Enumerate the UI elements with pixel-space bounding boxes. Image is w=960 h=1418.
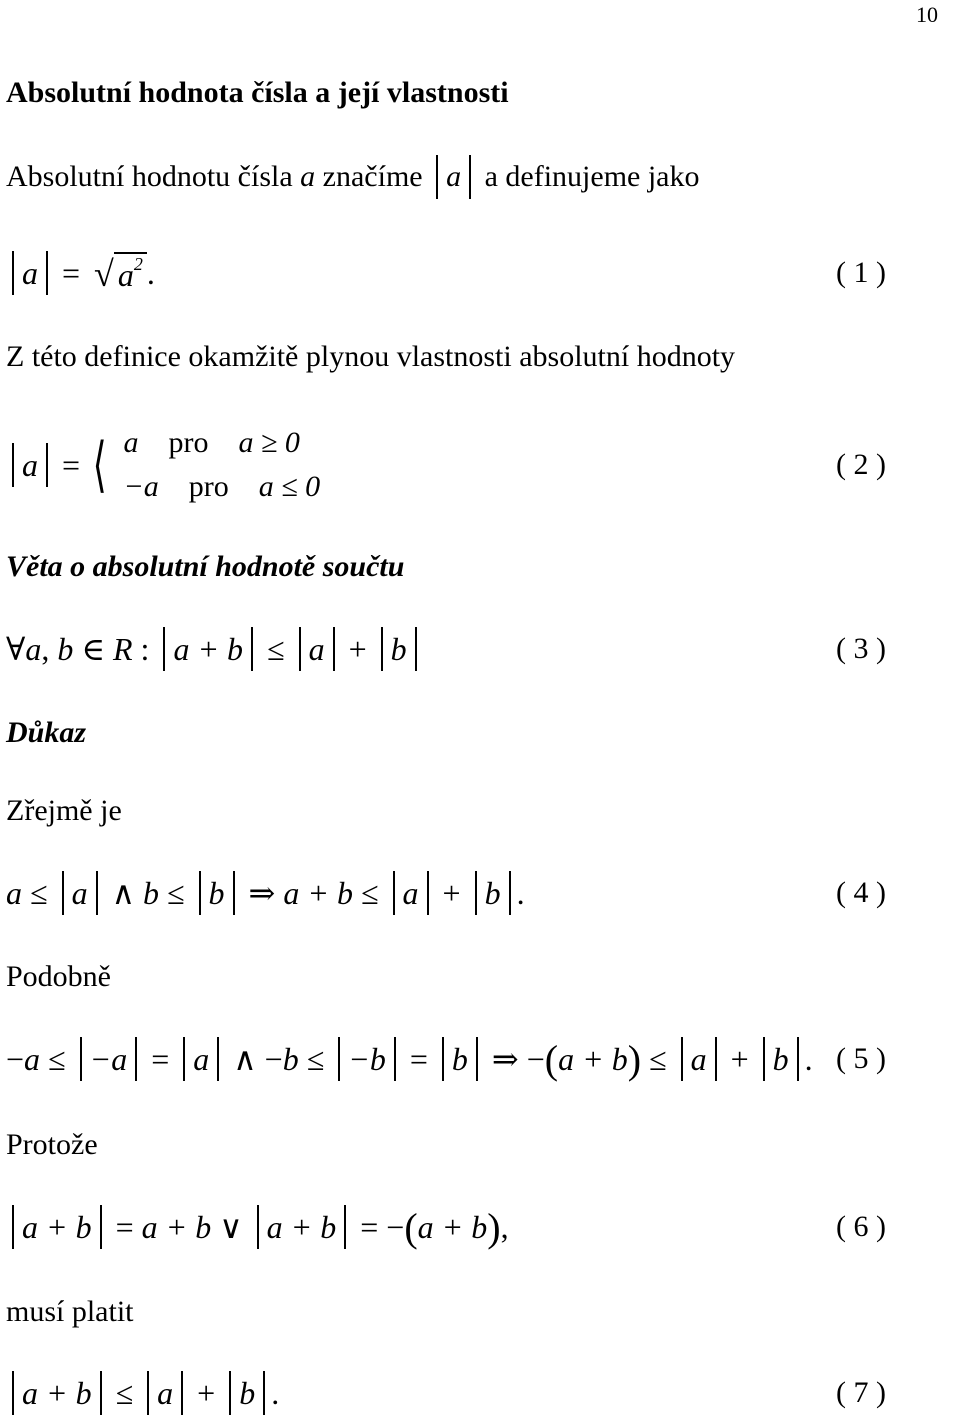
equation-1-number: ( 1 ) — [836, 256, 886, 289]
equation-5-number: ( 5 ) — [836, 1042, 886, 1075]
intro-before: Absolutní hodnotu čísla — [6, 160, 301, 193]
equation-6 — [6, 1202, 886, 1252]
intro-var: a — [300, 160, 316, 193]
equation-6-formula: a + b = a + b ∨ a + b = − ( a + b ) , — [6, 1202, 509, 1252]
equation-7 — [6, 1368, 886, 1418]
equation-6-number: ( 6 ) — [836, 1210, 886, 1243]
equation-3-number: ( 3 ) — [836, 632, 886, 665]
equation-2-number: ( 2 ) — [836, 448, 886, 481]
must-hold-text: musí platit — [6, 1295, 134, 1328]
intro-abs: a — [436, 155, 471, 199]
equation-1 — [6, 248, 886, 298]
equation-2-formula: a = ⟨ a pro a ≥ 0 −a pro a ≤ 0 — [6, 415, 320, 515]
equation-1-formula: a = √ $a^2$ . — [6, 248, 155, 298]
equation-4-number: ( 4 ) — [836, 876, 886, 909]
because-text: Protože — [6, 1128, 98, 1161]
intro-after: a definujeme jako — [477, 160, 700, 193]
equation-5-formula: − a ≤ −a = a ∧ − b ≤ −b = b ⇒ − ( a + b ) ≤ a + b . — [6, 1036, 813, 1082]
equation-3 — [6, 624, 886, 674]
equation-7-number: ( 7 ) — [836, 1376, 886, 1409]
case-1: a pro a ≥ 0 — [123, 426, 300, 459]
properties-text: Z této definice okamžitě plynou vlastnosti absolutní hodnoty — [6, 340, 736, 373]
theorem-title: Věta o absolutní hodnotě součtu — [6, 550, 405, 583]
equation-4 — [6, 868, 886, 918]
equation-7-formula: a + b ≤ a + b . — [6, 1368, 279, 1418]
equation-2 — [6, 415, 886, 515]
obviously-text: Zřejmě je — [6, 794, 122, 827]
similarly-text: Podobně — [6, 960, 111, 993]
section-heading: Absolutní hodnota čísla a její vlastnosti — [6, 76, 509, 109]
equation-4-formula: a ≤ a ∧ b ≤ b ⇒ a + b ≤ a + b . — [6, 868, 525, 918]
equation-3-formula: ∀ a , b ∈ R : a + b ≤ a + b — [6, 624, 423, 674]
intro-middle: značíme — [315, 160, 431, 193]
intro-text — [6, 155, 700, 199]
proof-title: Důkaz — [6, 716, 87, 749]
page-number: 10 — [916, 2, 938, 27]
equation-5 — [6, 1034, 886, 1084]
case-2: −a pro a ≤ 0 — [123, 470, 321, 503]
